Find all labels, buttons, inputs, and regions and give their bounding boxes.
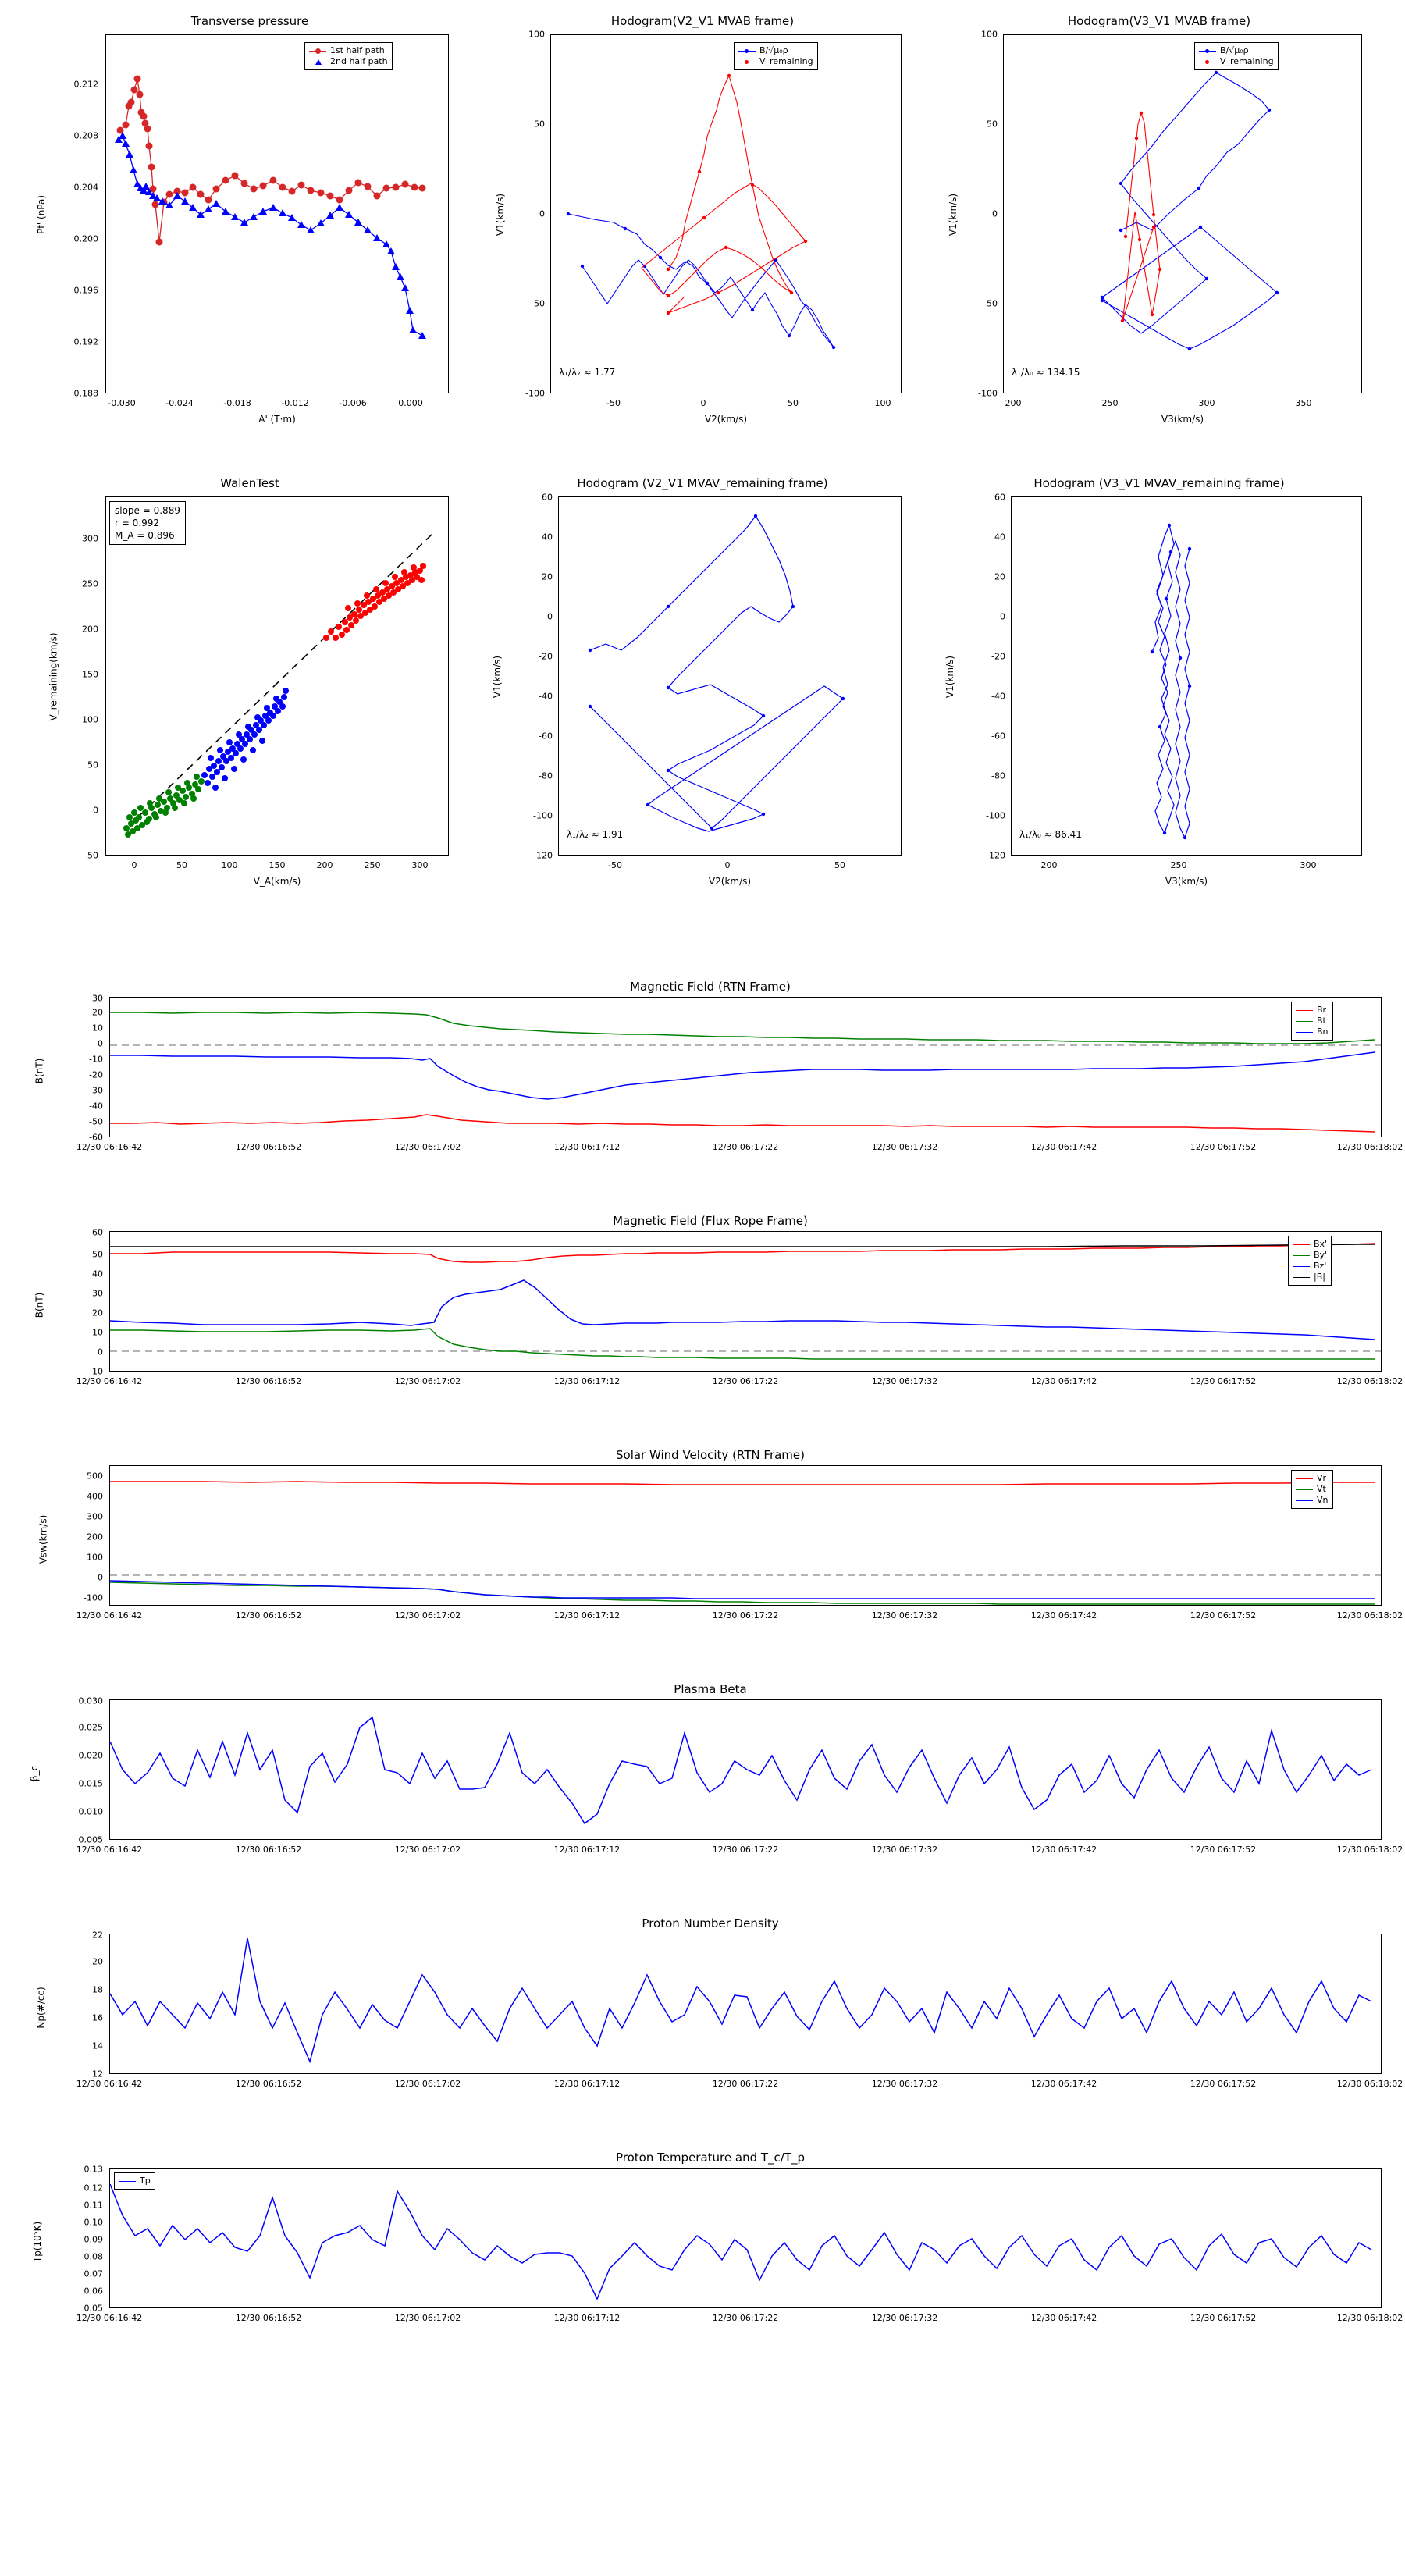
x-tick: 12/30 06:18:02 <box>1336 2313 1403 2323</box>
y-tick: 20 <box>92 1956 103 1967</box>
y-tick: -60 <box>991 731 1005 742</box>
plot-area-proton-number-density <box>109 1934 1382 2074</box>
y-tick: 0.09 <box>84 2234 103 2245</box>
y-tick: 16 <box>92 2012 103 2023</box>
y-axis-label: Vsw(km/s) <box>37 1514 49 1564</box>
legend-item: V_remaining <box>738 56 813 67</box>
y-tick: -100 <box>986 810 1005 821</box>
x-tick: 50 <box>788 398 799 408</box>
y-axis-label: Tp(10⁵K) <box>32 2221 44 2263</box>
legend-item: Br <box>1296 1005 1329 1016</box>
y-tick: -100 <box>978 388 998 399</box>
x-tick: 12/30 06:16:42 <box>76 1376 143 1386</box>
x-tick: 12/30 06:17:02 <box>394 2313 461 2323</box>
y-tick: -20 <box>991 651 1005 662</box>
x-tick: 200 <box>1005 398 1022 408</box>
eigenvalue-ratio-annotation: λ₁/λ₀ ≈ 134.15 <box>1012 367 1080 378</box>
panel-solar-wind-velocity-rtn <box>31 1448 1403 1651</box>
panel-hodogram-v3v1-mvab <box>937 14 1382 436</box>
y-axis-label: β_c <box>29 1765 41 1782</box>
legend-item: By' <box>1293 1250 1327 1261</box>
legend-item: 2nd half path <box>309 56 388 67</box>
x-tick: 50 <box>176 860 187 870</box>
y-tick: 10 <box>92 1023 103 1034</box>
y-tick: -50 <box>84 850 98 861</box>
y-tick: 0.13 <box>84 2164 103 2175</box>
legend-item: Bx' <box>1293 1239 1327 1250</box>
y-axis-label: B(nT) <box>34 1058 45 1084</box>
y-tick: 500 <box>87 1471 103 1482</box>
panel-proton-number-density <box>31 1916 1403 2119</box>
x-tick: 12/30 06:17:12 <box>553 1376 621 1386</box>
x-tick: 12/30 06:17:12 <box>553 1610 621 1621</box>
x-tick: -50 <box>606 398 621 408</box>
x-tick: 12/30 06:16:52 <box>235 1845 302 1855</box>
y-tick: 0.005 <box>78 1834 103 1845</box>
x-tick: 12/30 06:17:32 <box>871 1610 938 1621</box>
x-axis-label: V2(km/s) <box>704 414 748 425</box>
y-tick: 0.06 <box>84 2286 103 2297</box>
y-tick: 300 <box>82 533 98 544</box>
legend-item: Vt <box>1296 1484 1329 1495</box>
y-tick: 0.010 <box>78 1806 103 1817</box>
y-axis-label: V1(km/s) <box>948 193 959 237</box>
y-tick: 200 <box>87 1532 103 1542</box>
y-tick: -50 <box>89 1116 103 1127</box>
x-tick: 50 <box>834 860 845 870</box>
x-tick: 12/30 06:17:02 <box>394 1376 461 1386</box>
x-tick: 12/30 06:16:52 <box>235 2079 302 2089</box>
x-tick: 12/30 06:16:42 <box>76 2313 143 2323</box>
x-tick: 12/30 06:17:32 <box>871 1376 938 1386</box>
x-tick: 100 <box>221 860 238 870</box>
plot-area-magnetic-field-flux-rope <box>109 1231 1382 1372</box>
x-tick: 0 <box>700 398 706 408</box>
x-tick: 250 <box>1101 398 1119 408</box>
y-tick: 60 <box>92 1227 103 1238</box>
walen-ma: M_A = 0.896 <box>115 530 175 541</box>
panel-transverse-pressure <box>31 14 468 436</box>
plot-area-hodogram-v3v1-mvav <box>1011 496 1362 856</box>
plot-area-hodogram-v2v1-mvab <box>550 34 902 393</box>
y-tick: 0.11 <box>84 2200 103 2211</box>
x-tick: 12/30 06:18:02 <box>1336 1142 1403 1152</box>
panel-magnetic-field-flux-rope <box>31 1214 1403 1417</box>
x-tick: -0.024 <box>165 398 194 408</box>
y-tick: 0.07 <box>84 2268 103 2279</box>
x-tick: -0.012 <box>281 398 309 408</box>
x-tick: 12/30 06:16:52 <box>235 1610 302 1621</box>
y-tick: 50 <box>987 119 998 130</box>
x-tick: 12/30 06:17:02 <box>394 1610 461 1621</box>
y-tick: 0 <box>992 208 998 219</box>
walen-slope: slope = 0.889 <box>115 505 180 516</box>
eigenvalue-ratio-annotation: λ₁/λ₂ ≈ 1.77 <box>559 367 616 378</box>
x-tick: 12/30 06:17:02 <box>394 1845 461 1855</box>
y-axis-label: B(nT) <box>34 1292 45 1318</box>
panel-title: Proton Temperature and T_c/T_p <box>615 2151 806 2165</box>
legend-magnetic-field-flux-rope <box>1288 1236 1332 1286</box>
x-axis-label: V3(km/s) <box>1161 414 1204 425</box>
legend-item: 1st half path <box>309 45 388 56</box>
y-tick: -30 <box>89 1085 103 1096</box>
x-tick: 350 <box>1295 398 1312 408</box>
legend-proton-temperature <box>114 2172 155 2190</box>
legend-solar-wind-velocity-rtn <box>1291 1470 1333 1509</box>
panel-title: Hodogram (V2_V1 MVAV_remaining frame) <box>577 476 828 490</box>
panel-title: Magnetic Field (RTN Frame) <box>630 980 791 994</box>
x-tick: 12/30 06:16:52 <box>235 1376 302 1386</box>
x-tick: 0 <box>131 860 137 870</box>
x-tick: 200 <box>316 860 333 870</box>
legend-item: Vr <box>1296 1473 1329 1484</box>
x-tick: 12/30 06:18:02 <box>1336 1376 1403 1386</box>
legend-transverse-pressure <box>304 42 393 70</box>
y-tick: -40 <box>539 691 553 702</box>
y-tick: 20 <box>92 1308 103 1318</box>
plot-area-solar-wind-velocity-rtn <box>109 1465 1382 1606</box>
eigenvalue-ratio-annotation: λ₁/λ₀ ≈ 86.41 <box>1019 829 1082 840</box>
y-tick: 0.12 <box>84 2183 103 2194</box>
x-tick: 12/30 06:17:32 <box>871 2079 938 2089</box>
y-tick: 100 <box>82 714 98 725</box>
legend-item: Bz' <box>1293 1261 1327 1272</box>
x-tick: 0 <box>724 860 731 870</box>
y-tick: -50 <box>984 298 998 309</box>
panel-walen-test <box>31 476 468 898</box>
legend-hodogram-v2v1-mvab <box>734 42 818 70</box>
y-tick: -100 <box>525 388 545 399</box>
y-tick: 0.05 <box>84 2303 103 2314</box>
x-tick: 200 <box>1040 860 1058 870</box>
x-tick: 12/30 06:17:12 <box>553 2313 621 2323</box>
x-tick: 12/30 06:17:42 <box>1030 2313 1097 2323</box>
y-tick: -100 <box>84 1592 103 1603</box>
y-tick: 30 <box>92 1288 103 1299</box>
x-tick: 12/30 06:17:22 <box>712 1610 779 1621</box>
y-tick: -60 <box>539 731 553 742</box>
x-tick: 12/30 06:17:22 <box>712 2313 779 2323</box>
x-tick: 12/30 06:17:52 <box>1190 1142 1257 1152</box>
y-tick: 20 <box>92 1007 103 1018</box>
y-tick: 14 <box>92 2041 103 2051</box>
x-tick: -0.006 <box>339 398 367 408</box>
x-tick: 12/30 06:17:52 <box>1190 1845 1257 1855</box>
y-tick: 0.10 <box>84 2217 103 2228</box>
x-tick: 12/30 06:18:02 <box>1336 1845 1403 1855</box>
y-tick: -20 <box>539 651 553 662</box>
x-tick: 12/30 06:16:42 <box>76 2079 143 2089</box>
plot-area-magnetic-field-rtn <box>109 997 1382 1137</box>
y-tick: -40 <box>991 691 1005 702</box>
y-tick: 0 <box>98 1572 103 1583</box>
plot-area-proton-temperature <box>109 2168 1382 2308</box>
y-tick: 400 <box>87 1491 103 1502</box>
x-tick: 300 <box>1198 398 1215 408</box>
y-tick: 0 <box>539 208 545 219</box>
y-tick: 150 <box>82 669 98 680</box>
legend-item: B/√μ₀ρ <box>1199 45 1274 56</box>
eigenvalue-ratio-annotation: λ₁/λ₂ ≈ 1.91 <box>567 829 624 840</box>
x-tick: 300 <box>1300 860 1317 870</box>
x-tick: 12/30 06:17:22 <box>712 2079 779 2089</box>
x-tick: 12/30 06:17:22 <box>712 1376 779 1386</box>
y-tick: 50 <box>92 1249 103 1260</box>
y-axis-label: V_remaining(km/s) <box>48 632 59 721</box>
x-axis-label: V2(km/s) <box>708 876 752 887</box>
y-tick: 0.015 <box>78 1778 103 1789</box>
y-tick: -10 <box>89 1054 103 1065</box>
legend-item: Tp <box>119 2176 151 2186</box>
y-tick: -120 <box>986 850 1005 861</box>
x-tick: 12/30 06:17:42 <box>1030 1845 1097 1855</box>
panel-title: Magnetic Field (Flux Rope Frame) <box>613 1214 808 1228</box>
panel-title: Transverse pressure <box>190 14 309 28</box>
legend-magnetic-field-rtn <box>1291 1002 1333 1041</box>
y-tick: 100 <box>87 1552 103 1563</box>
y-tick: 12 <box>92 2069 103 2080</box>
x-tick: 150 <box>269 860 286 870</box>
panel-hodogram-v2v1-mvav <box>484 476 921 898</box>
walen-stats-box <box>109 501 186 545</box>
y-tick: -80 <box>539 770 553 781</box>
y-tick: 0.08 <box>84 2251 103 2262</box>
x-tick: 12/30 06:17:52 <box>1190 1610 1257 1621</box>
x-axis-label: V3(km/s) <box>1165 876 1208 887</box>
y-tick: 10 <box>92 1327 103 1338</box>
y-tick: 20 <box>542 571 553 582</box>
y-tick: 0.030 <box>78 1695 103 1706</box>
y-tick: 30 <box>92 993 103 1004</box>
x-tick: 12/30 06:17:22 <box>712 1845 779 1855</box>
y-tick: 18 <box>92 1984 103 1995</box>
legend-item: Bt <box>1296 1016 1329 1026</box>
y-tick: 100 <box>528 29 545 40</box>
y-tick: 0.192 <box>73 336 98 347</box>
y-tick: -60 <box>89 1132 103 1143</box>
x-axis-label: V_A(km/s) <box>253 876 301 887</box>
plot-area-walen-test <box>105 496 449 856</box>
y-tick: -50 <box>531 298 545 309</box>
x-tick: 12/30 06:16:42 <box>76 1610 143 1621</box>
panel-title: Solar Wind Velocity (RTN Frame) <box>616 1448 805 1462</box>
panel-plasma-beta <box>29 1682 1403 1885</box>
x-tick: 250 <box>1170 860 1187 870</box>
y-tick: 250 <box>82 578 98 589</box>
y-axis-label: V1(km/s) <box>492 655 503 699</box>
panel-title: WalenTest <box>220 476 279 490</box>
x-tick: 250 <box>364 860 381 870</box>
walen-r: r = 0.992 <box>115 518 159 528</box>
y-tick: 40 <box>542 532 553 543</box>
y-tick: -100 <box>533 810 553 821</box>
y-tick: 0.025 <box>78 1722 103 1733</box>
y-tick: 0.196 <box>73 285 98 296</box>
y-tick: 40 <box>994 532 1005 543</box>
y-tick: 60 <box>994 492 1005 503</box>
panel-magnetic-field-rtn <box>31 980 1403 1183</box>
y-tick: 0.208 <box>73 130 98 141</box>
x-tick: 12/30 06:17:52 <box>1190 2079 1257 2089</box>
y-tick: -120 <box>533 850 553 861</box>
y-tick: 20 <box>994 571 1005 582</box>
x-tick: 12/30 06:17:32 <box>871 1142 938 1152</box>
panel-title: Hodogram(V2_V1 MVAB frame) <box>610 14 795 28</box>
y-tick: 0.020 <box>78 1750 103 1761</box>
x-tick: 12/30 06:16:52 <box>235 1142 302 1152</box>
x-tick: 300 <box>411 860 429 870</box>
x-tick: 12/30 06:17:32 <box>871 2313 938 2323</box>
panel-hodogram-v2v1-mvab <box>484 14 921 436</box>
y-tick: -10 <box>89 1366 103 1377</box>
x-tick: 12/30 06:17:12 <box>553 2079 621 2089</box>
x-tick: 12/30 06:16:42 <box>76 1845 143 1855</box>
x-tick: 12/30 06:16:52 <box>235 2313 302 2323</box>
y-axis-label: V1(km/s) <box>944 655 956 699</box>
x-tick: 12/30 06:17:42 <box>1030 1376 1097 1386</box>
plot-area-transverse-pressure <box>105 34 449 393</box>
x-tick: 12/30 06:17:42 <box>1030 1142 1097 1152</box>
x-tick: 12/30 06:17:42 <box>1030 1610 1097 1621</box>
plot-area-plasma-beta <box>109 1699 1382 1840</box>
y-axis-label: Pt' (nPa) <box>36 194 48 235</box>
legend-item: V_remaining <box>1199 56 1274 67</box>
y-tick: 50 <box>534 119 545 130</box>
panel-title: Hodogram(V3_V1 MVAB frame) <box>1067 14 1251 28</box>
x-tick: -0.018 <box>223 398 251 408</box>
x-tick: 12/30 06:17:02 <box>394 2079 461 2089</box>
y-axis-label: V1(km/s) <box>495 193 507 237</box>
x-tick: 0.000 <box>398 398 423 408</box>
x-axis-label: A' (T·m) <box>258 414 296 425</box>
panel-title: Plasma Beta <box>674 1682 747 1696</box>
y-tick: 60 <box>542 492 553 503</box>
x-tick: 12/30 06:17:32 <box>871 1845 938 1855</box>
y-tick: 50 <box>87 760 98 770</box>
y-tick: 22 <box>92 1930 103 1941</box>
y-tick: 0 <box>98 1038 103 1049</box>
y-tick: 200 <box>82 624 98 635</box>
x-tick: 12/30 06:18:02 <box>1336 2079 1403 2089</box>
y-tick: 0 <box>93 805 98 816</box>
legend-item: Vn <box>1296 1495 1329 1506</box>
y-tick: -80 <box>991 770 1005 781</box>
panel-proton-temperature <box>31 2151 1403 2354</box>
legend-item: B/√μ₀ρ <box>738 45 813 56</box>
plot-area-hodogram-v2v1-mvav <box>558 496 902 856</box>
panel-title: Proton Number Density <box>642 1916 779 1930</box>
y-tick: 300 <box>87 1511 103 1522</box>
y-tick: 0.200 <box>73 233 98 244</box>
x-tick: 12/30 06:17:02 <box>394 1142 461 1152</box>
y-tick: 0 <box>1000 611 1005 622</box>
legend-item: |B| <box>1293 1272 1327 1283</box>
panel-hodogram-v3v1-mvav <box>937 476 1382 898</box>
y-tick: 0.212 <box>73 79 98 90</box>
x-tick: 12/30 06:18:02 <box>1336 1610 1403 1621</box>
plot-area-hodogram-v3v1-mvab <box>1003 34 1362 393</box>
y-tick: 0 <box>547 611 553 622</box>
x-tick: 12/30 06:17:52 <box>1190 2313 1257 2323</box>
x-tick: 12/30 06:16:42 <box>76 1142 143 1152</box>
y-tick: 40 <box>92 1268 103 1279</box>
y-tick: 0.188 <box>73 388 98 399</box>
x-tick: 12/30 06:17:22 <box>712 1142 779 1152</box>
legend-hodogram-v3v1-mvab <box>1194 42 1279 70</box>
x-tick: 100 <box>874 398 891 408</box>
x-tick: -50 <box>608 860 622 870</box>
y-tick: 0 <box>98 1347 103 1357</box>
y-tick: 100 <box>981 29 998 40</box>
panel-title: Hodogram (V3_V1 MVAV_remaining frame) <box>1033 476 1285 490</box>
y-tick: -20 <box>89 1069 103 1080</box>
y-tick: -40 <box>89 1101 103 1112</box>
x-tick: 12/30 06:17:12 <box>553 1845 621 1855</box>
x-tick: 12/30 06:17:42 <box>1030 2079 1097 2089</box>
y-axis-label: Np(#/cc) <box>35 1987 47 2029</box>
x-tick: 12/30 06:17:12 <box>553 1142 621 1152</box>
y-tick: 0.204 <box>73 182 98 193</box>
x-tick: -0.030 <box>108 398 136 408</box>
x-tick: 12/30 06:17:52 <box>1190 1376 1257 1386</box>
legend-item: Bn <box>1296 1026 1329 1037</box>
